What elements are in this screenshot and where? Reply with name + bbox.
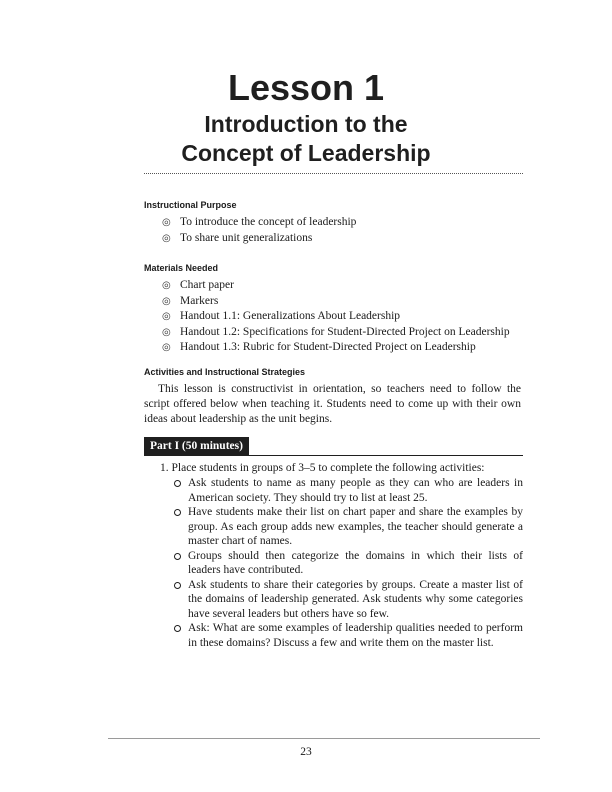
list-item — [162, 294, 510, 310]
instructional-purpose-list — [162, 215, 356, 246]
list-item-text: Ask students to name as many people as they can who are leaders in American society. They should try to list at least 25. — [188, 477, 523, 504]
list-item — [162, 309, 510, 325]
open-circle-icon — [174, 625, 181, 632]
footer-divider — [108, 738, 540, 739]
lesson-subtitle-line-2: Concept of Leadership — [181, 140, 431, 166]
page-number: 23 — [300, 746, 312, 758]
open-circle-icon — [174, 553, 181, 560]
list-item — [174, 505, 523, 549]
double-circle-icon: ◎ — [162, 342, 171, 353]
list-item — [162, 340, 510, 356]
list-item — [174, 476, 523, 505]
materials-needed-list — [162, 278, 510, 356]
list-item — [174, 621, 523, 650]
title-divider — [144, 173, 523, 174]
lesson-subtitle-line-1: Introduction to the — [204, 111, 408, 137]
double-circle-icon: ◎ — [162, 232, 171, 244]
list-item — [162, 231, 356, 247]
list-item-text: Ask: What are some examples of leadership qualities needed to perform in these domains? Discuss a few and write them on the master list. — [188, 622, 523, 649]
open-circle-icon — [174, 509, 181, 516]
part-label: Part I (50 minutes) — [144, 437, 249, 455]
double-circle-icon: ◎ — [162, 311, 171, 322]
list-item — [162, 325, 510, 341]
double-circle-icon: ◎ — [162, 280, 171, 291]
list-item-text: Handout 1.3: Rubric for Student-Directed Project on Leadership — [180, 341, 476, 353]
lesson-title: Lesson 1 — [227, 67, 385, 108]
activity-list — [174, 476, 523, 650]
open-circle-icon — [174, 480, 181, 487]
list-item — [162, 215, 356, 231]
materials-needed-heading: Materials Needed — [144, 263, 219, 273]
list-item-text: Handout 1.1: Generalizations About Leadership — [180, 310, 401, 322]
list-item — [174, 578, 523, 622]
list-item-text: Markers — [180, 294, 219, 307]
double-circle-icon: ◎ — [162, 295, 171, 307]
part-divider — [144, 455, 523, 456]
list-item — [174, 549, 523, 578]
lesson-subtitle — [0, 110, 612, 168]
double-circle-icon: ◎ — [162, 217, 171, 228]
step-1-text: 1. Place students in groups of 3–5 to complete the following activities: — [160, 462, 485, 474]
activities-heading: Activities and Instructional Strategies — [144, 367, 306, 377]
list-item-text: To introduce the concept of leadership — [180, 216, 357, 228]
list-item-text: Ask students to share their categories by groups. Create a master list of the domains of leadership generated. Ask students why some categories have several leaders but others have so few. — [188, 578, 523, 620]
list-item-text: Chart paper — [180, 279, 234, 291]
list-item-text: Handout 1.2: Specifications for Student-Directed Project on Leadership — [180, 325, 510, 338]
instructional-purpose-heading: Instructional Purpose — [144, 200, 237, 210]
open-circle-icon — [174, 582, 181, 589]
activities-intro-paragraph: This lesson is constructivist in orientation, so teachers need to follow the script offered below when teaching it. Students need to come up with their own ideas about leadership as the unit begins. — [144, 383, 521, 425]
list-item — [162, 278, 510, 294]
double-circle-icon: ◎ — [162, 326, 171, 338]
list-item-text: Have students make their list on chart paper and share the examples by group. As each group adds new examples, the teacher should generate a master chart of names. — [188, 506, 523, 547]
list-item-text: Groups should then categorize the domains in which their lists of leaders have contributed. — [188, 549, 523, 576]
list-item-text: To share unit generalizations — [180, 231, 313, 244]
